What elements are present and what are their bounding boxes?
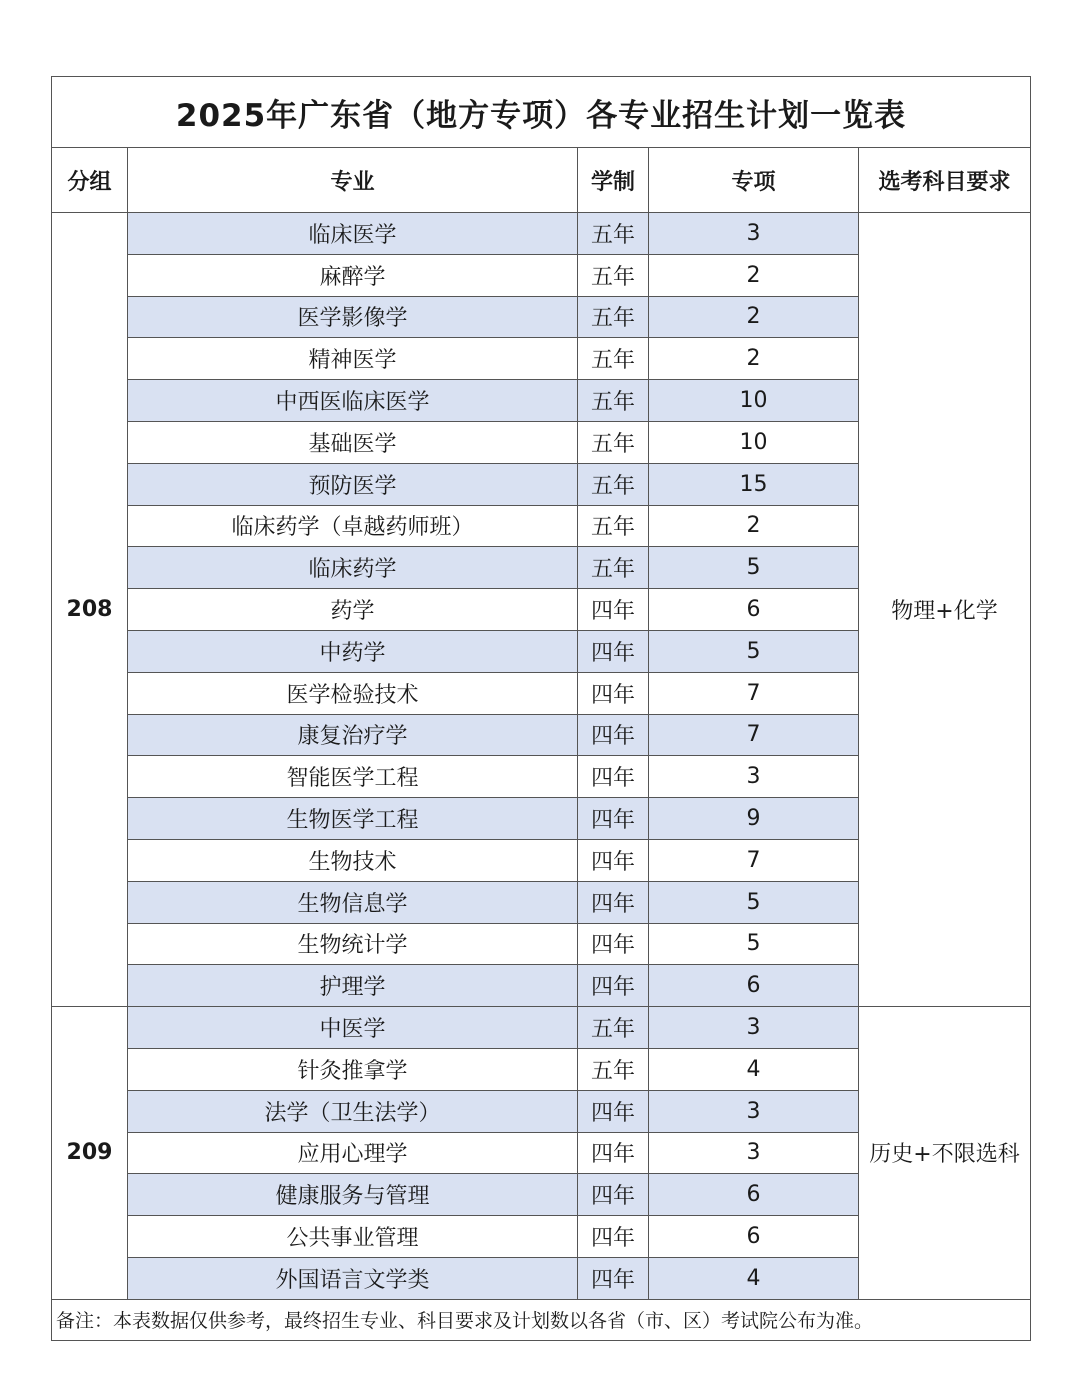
quota-cell: 5 <box>649 630 859 672</box>
quota-cell: 7 <box>649 839 859 881</box>
quota-cell: 10 <box>649 421 859 463</box>
quota-cell: 5 <box>649 923 859 965</box>
duration-cell: 四年 <box>578 630 649 672</box>
major-cell: 临床药学 <box>128 547 578 589</box>
duration-cell: 五年 <box>578 505 649 547</box>
quota-cell: 3 <box>649 1132 859 1174</box>
enrollment-plan-table <box>51 76 1031 1341</box>
duration-cell: 五年 <box>578 1007 649 1049</box>
quota-cell: 6 <box>649 1174 859 1216</box>
quota-cell: 9 <box>649 798 859 840</box>
quota-cell: 3 <box>649 213 859 255</box>
duration-cell: 四年 <box>578 798 649 840</box>
quota-cell: 7 <box>649 672 859 714</box>
major-cell: 临床医学 <box>128 213 578 255</box>
footnote: 备注：本表数据仅供参考，最终招生专业、科目要求及计划数以各省（市、区）考试院公布为准。 <box>52 1299 1031 1340</box>
duration-cell: 四年 <box>578 1132 649 1174</box>
duration-cell: 五年 <box>578 380 649 422</box>
major-cell: 中药学 <box>128 630 578 672</box>
group-code-cell: 208 <box>52 213 128 1007</box>
major-cell: 预防医学 <box>128 463 578 505</box>
quota-cell: 7 <box>649 714 859 756</box>
quota-cell: 10 <box>649 380 859 422</box>
quota-cell: 15 <box>649 463 859 505</box>
duration-cell: 五年 <box>578 213 649 255</box>
quota-cell: 2 <box>649 338 859 380</box>
major-cell: 生物医学工程 <box>128 798 578 840</box>
duration-cell: 四年 <box>578 965 649 1007</box>
major-cell: 精神医学 <box>128 338 578 380</box>
header-duration: 学制 <box>578 148 649 213</box>
subject-requirement-cell: 历史+不限选科 <box>859 1007 1031 1300</box>
major-cell: 外国语言文学类 <box>128 1257 578 1299</box>
duration-cell: 四年 <box>578 589 649 631</box>
header-major: 专业 <box>128 148 578 213</box>
major-cell: 医学影像学 <box>128 296 578 338</box>
duration-cell: 五年 <box>578 463 649 505</box>
duration-cell: 四年 <box>578 1216 649 1258</box>
major-cell: 针灸推拿学 <box>128 1048 578 1090</box>
duration-cell: 五年 <box>578 421 649 463</box>
duration-cell: 五年 <box>578 547 649 589</box>
duration-cell: 五年 <box>578 1048 649 1090</box>
quota-cell: 3 <box>649 1090 859 1132</box>
duration-cell: 四年 <box>578 1257 649 1299</box>
major-cell: 临床药学（卓越药师班） <box>128 505 578 547</box>
major-cell: 健康服务与管理 <box>128 1174 578 1216</box>
plan-sheet <box>51 76 1030 1341</box>
duration-cell: 五年 <box>578 296 649 338</box>
duration-cell: 五年 <box>578 338 649 380</box>
duration-cell: 四年 <box>578 756 649 798</box>
duration-cell: 四年 <box>578 1090 649 1132</box>
quota-cell: 2 <box>649 505 859 547</box>
group-code-cell: 209 <box>52 1007 128 1300</box>
quota-cell: 2 <box>649 296 859 338</box>
quota-cell: 3 <box>649 756 859 798</box>
quota-cell: 5 <box>649 547 859 589</box>
table-title: 2025年广东省（地方专项）各专业招生计划一览表 <box>52 77 1031 148</box>
major-cell: 法学（卫生法学） <box>128 1090 578 1132</box>
duration-cell: 五年 <box>578 254 649 296</box>
quota-cell: 4 <box>649 1048 859 1090</box>
quota-cell: 6 <box>649 1216 859 1258</box>
quota-cell: 4 <box>649 1257 859 1299</box>
major-cell: 麻醉学 <box>128 254 578 296</box>
quota-cell: 2 <box>649 254 859 296</box>
duration-cell: 四年 <box>578 1174 649 1216</box>
major-cell: 智能医学工程 <box>128 756 578 798</box>
header-group: 分组 <box>52 148 128 213</box>
major-cell: 公共事业管理 <box>128 1216 578 1258</box>
major-cell: 护理学 <box>128 965 578 1007</box>
duration-cell: 四年 <box>578 672 649 714</box>
major-cell: 药学 <box>128 589 578 631</box>
major-cell: 生物技术 <box>128 839 578 881</box>
duration-cell: 四年 <box>578 881 649 923</box>
table-row <box>52 213 1031 255</box>
duration-cell: 四年 <box>578 839 649 881</box>
quota-cell: 6 <box>649 589 859 631</box>
major-cell: 基础医学 <box>128 421 578 463</box>
major-cell: 医学检验技术 <box>128 672 578 714</box>
table-row <box>52 1007 1031 1049</box>
header-quota: 专项 <box>649 148 859 213</box>
table-body <box>52 213 1031 1300</box>
duration-cell: 四年 <box>578 714 649 756</box>
subject-requirement-cell: 物理+化学 <box>859 213 1031 1007</box>
quota-cell: 3 <box>649 1007 859 1049</box>
major-cell: 中西医临床医学 <box>128 380 578 422</box>
major-cell: 康复治疗学 <box>128 714 578 756</box>
major-cell: 中医学 <box>128 1007 578 1049</box>
quota-cell: 6 <box>649 965 859 1007</box>
duration-cell: 四年 <box>578 923 649 965</box>
major-cell: 生物信息学 <box>128 881 578 923</box>
header-requirement: 选考科目要求 <box>859 148 1031 213</box>
quota-cell: 5 <box>649 881 859 923</box>
major-cell: 应用心理学 <box>128 1132 578 1174</box>
major-cell: 生物统计学 <box>128 923 578 965</box>
